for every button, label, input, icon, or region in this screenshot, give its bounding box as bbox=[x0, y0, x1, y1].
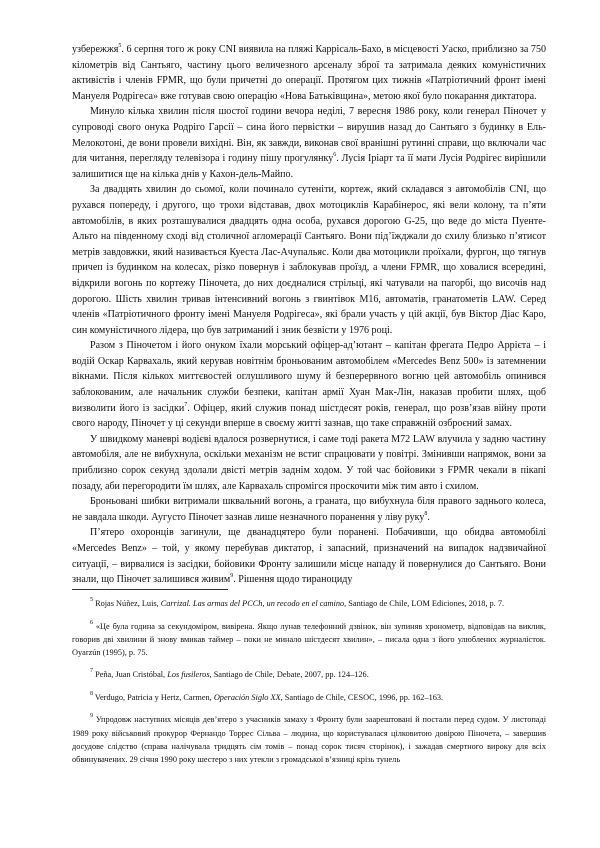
footnote-text: Verdugo, Patricia y Hertz, Carmen, bbox=[93, 692, 214, 702]
paragraph-text: За двадцять хвилин до сьомої, коли починало сутеніти, кортеж, який складався з автомобілів CNI, що рухався попереду, і другого, що трохи відставав, двох мотоциклів Карабінерос, які вели колону, та п’яти автомобілів, в яких розташувалися двадцять одна особа, рухався дорогою G-25, що веде до міста Пуенте-Альто на південному сході від столичної агломерації Сантьяго. Вони під’їжджали до схилу близько п’ятисот метрів завдовжки, який називається Куеста Лас-Ачупальяс. Коли два мотоцикли проїхали, фургон, що тягнув причеп із будинком на колесах, різко повернув і заблокував проїзд, а члени FPMR, що ховалися всередині, відкрили вогонь по кортежу Піночета, до них доєдналися стрільці, які чатували на пагорбі, що височів над дорогою. Шість хвилин тривав інтенсивний вогонь з гвинтівок М16, автоматів, гранатометів LAW. Серед членів «Патріотичного фронту імені Мануеля Родрігеса», які брали участь у цій акції, був Віктор Діас Каро, син комуністичного лідера, що був затриманий і зник безвісти у 1976 році. bbox=[72, 184, 546, 336]
footnote-separator bbox=[72, 589, 228, 590]
footnote-ref-9: 9 bbox=[230, 573, 234, 580]
footnote-number: 8 bbox=[90, 690, 93, 697]
paragraph-text: Разом з Піночетом і його онуком їхали морський офіцер-ад’ютант – капітан фрегата Педро Аррієта – і водій Оскар Карвахаль, який керував новітнім броньованим автомобілем «Mercedes Benz 500» із затемнении вікнами. Після кількох миттєвостей оглушливого шуму й безперервного вогню цей автомобіль опинився заблокованим, але начальник служби безпеки, капітан армії Хуан Мак-Лін, наказав пробити шлях, щоб визволити його із засідки bbox=[72, 340, 546, 414]
footnote-text: , Santiago de Chile, LOM Ediciones, 2018, p. 7. bbox=[344, 599, 505, 608]
footnote-7 bbox=[72, 668, 546, 682]
paragraph-text: . Лусія Іріарт та її мати Лусія Родрігес вирішили залишитися ще на кілька днів у Кахон-дель-Майпо. bbox=[72, 153, 546, 180]
paragraph-text: . 6 серпня того ж року CNI виявила на пляжі Каррісаль-Бахо, в місцевості Уаско, приблизно за 750 кілометрів від Сантьяго, частину цього величезного арсеналу зброї та затримала деяких комуністичних активістів і членів FPMR, що були причетні до операції. Протягом цих тижнів «Патріотичний фронт імені Мануеля Родрігеса» вже готував свою операцію «Нова Батьківщина», метою якої було покарання диктатора. bbox=[72, 44, 546, 102]
paragraph-3 bbox=[72, 182, 546, 338]
footnote-number: 9 bbox=[90, 713, 93, 720]
footnote-9 bbox=[72, 713, 546, 766]
footnote-ref-7: 7 bbox=[184, 401, 188, 408]
footnote-8 bbox=[72, 691, 546, 705]
footnote-text: , Santiago de Chile, Debate, 2007, pp. 124–126. bbox=[209, 670, 369, 680]
paragraph-text: Минуло кілька хвилин після шостої години вечора неділі, 7 вересня 1986 року, коли генерал Піночет у супроводі свого онука Родріго Гарсії – сина його первістки – вирушив назад до Сантьяго з будинку в Ель-Мелокотоні, де вони провели вихідні. Він, як завжди, виконав свої вранішні рутинні справи, що включали час для читання, перегляду телевізора і годину пішу прогулянку bbox=[72, 106, 546, 165]
paragraph-7 bbox=[72, 525, 546, 587]
paragraph-text: У швидкому маневрі водієві вдалося розвернутися, і саме тоді ракета M72 LAW влучила у задню частину автомобіля, але не вибухнула, оскільки механізм не встиг спрацювати у повітрі. Змінивши напрямок, вони за приблизно сорок секунд здолали двісті метрів заднім ходом. У той час бойовики з FPMR чекали в пікапі позаду, аби перегородити їм шлях, але Карвахаль спромігся проскочити між тим авто і схилом. bbox=[72, 433, 546, 492]
paragraph-text: Броньовані шибки витримали шквальний вогонь, а граната, що вибухнула біля правого заднього колеса, не завдала шкоди. Аугусто Піночет зазнав лише незначного поранення у ліву руку bbox=[72, 496, 546, 523]
main-text bbox=[72, 42, 546, 588]
footnote-text: «Це була година за секундоміром, вивірена. Якщо лунав телефонний дзвінок, він зупиняв хронометр, відповідав на виклик, говорив дві хвилини й знову вмикав таймер – поки не минало шістдесят хвилин», – писала одна з його улюблених журналісток. Oyarzún (1995), p. 75. bbox=[72, 621, 546, 657]
book-title: Operación Siglo XX bbox=[213, 692, 281, 702]
book-title: Carrizal. Las armas del PCCh, un recodo en el camino bbox=[160, 599, 345, 608]
footnote-ref-5: 5 bbox=[118, 43, 122, 49]
paragraph-1 bbox=[72, 42, 546, 104]
footnote-text: , Santiago de Chile, CESOC, 1996, pp. 162–163. bbox=[280, 692, 444, 702]
paragraph-text: . Офіцер, який служив понад шістдесят років, генерал, що розв’язав війну проти свого народу, Піночет у ці секунди вперше в своєму житті зазнав, що таке справжній озброєний замах. bbox=[72, 402, 546, 430]
footnote-number: 6 bbox=[90, 619, 93, 626]
footnote-number: 7 bbox=[90, 668, 93, 675]
footnote-ref-6: 6 bbox=[333, 152, 337, 159]
footnote-5 bbox=[72, 597, 546, 611]
paragraph-text: . Рішення щодо тираноциду bbox=[233, 574, 353, 586]
footnotes bbox=[72, 597, 546, 766]
footnote-6 bbox=[72, 620, 546, 660]
paragraph-text: узбережжя bbox=[72, 44, 119, 55]
book-title: Los fusileros bbox=[167, 670, 210, 680]
footnote-text: Peña, Juan Cristóbal, bbox=[93, 670, 168, 680]
paragraph-text: П’ятеро охоронців загинули, ще дванадцятеро були поранені. Побачивши, що обидва автомобілі «Mercedes Benz» – той, у якому перебував диктатор, і запасний, призначений на випадок надзвичайної ситуації, – вирвалися із засідки, бойовики Фронту залишили місце нападу й повернулися до Сантьяго. Вони знали, що Піночет залишився живим bbox=[72, 527, 546, 586]
footnote-text: Упродовж наступних місяців дев’ятеро з учасників замаху з Фронту були заарештовані й постали перед судом. У листопаді 1989 року військовий прокурор Фернандо Торрес Сільва – людина, що користувалася цілковитою довірою Піночета, – завершив досудове слідство (справа налічувала тридцять сім томів – понад сорок тисяч сторінок), і зажадав смертного вироку для всіх обвинувачених. 29 січня 1990 року шестеро з них утекли з громадської в’язниці крізь тунель bbox=[72, 715, 546, 764]
paragraph-5 bbox=[72, 432, 546, 494]
paragraph-4 bbox=[72, 338, 546, 432]
paragraph-6 bbox=[72, 494, 546, 525]
footnote-text: Rojas Núñez, Luis, bbox=[93, 599, 161, 608]
footnote-number: 5 bbox=[90, 597, 93, 603]
footnote-ref-8: 8 bbox=[424, 510, 428, 517]
paragraph-text: . bbox=[427, 511, 430, 523]
paragraph-2 bbox=[72, 104, 546, 182]
